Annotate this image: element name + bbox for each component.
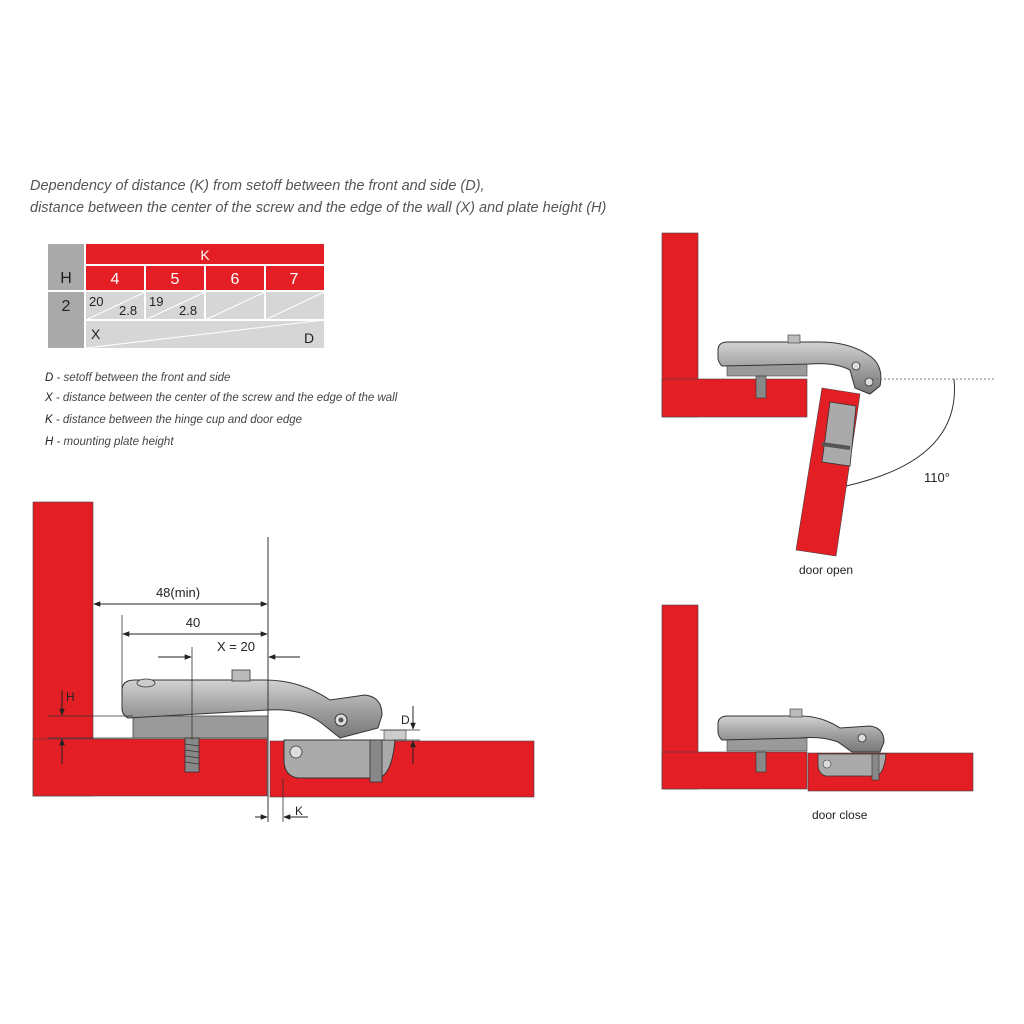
door-close-diagram xyxy=(662,605,973,791)
dim-x-label: X = 20 xyxy=(217,639,255,654)
close-front-panel xyxy=(662,752,807,789)
adjust-screw xyxy=(232,670,250,681)
mounting-plate xyxy=(133,716,268,738)
open-front-panel xyxy=(662,379,807,417)
cup-screw xyxy=(370,740,382,782)
table-key-d: D xyxy=(304,330,315,346)
title-line-1: Dependency of distance (K) from setoff between the front and side (D), xyxy=(30,178,485,194)
cabinet-front-panel xyxy=(33,739,267,796)
dim-h-label: H xyxy=(66,690,75,704)
table-k-4: 4 xyxy=(110,271,120,288)
table-cell-d-1: 2.8 xyxy=(119,303,138,318)
caption-door-open: door open xyxy=(799,563,854,577)
table-key-x: X xyxy=(91,326,101,342)
table-cell-x-2: 19 xyxy=(149,294,164,309)
dim-48-label: 48(min) xyxy=(155,585,201,600)
caption-door-close: door close xyxy=(812,808,868,822)
angle-label: 110° xyxy=(924,470,950,485)
legend-x: X - distance between the center of the screw and the edge of the wall xyxy=(45,392,398,404)
title-line-2: distance between the center of the screw and the edge of the wall (X) and plate height (H) xyxy=(30,200,607,216)
dim-40-label: 40 xyxy=(185,615,201,630)
door-open-diagram xyxy=(662,233,996,556)
dim-d-label: D xyxy=(401,713,410,727)
table-h-column xyxy=(48,244,84,348)
table-cell-x-1: 20 xyxy=(89,294,104,309)
table-k-6: 6 xyxy=(230,271,240,288)
table-k-5: 5 xyxy=(170,271,180,288)
table-k-header-label: K xyxy=(200,247,210,263)
legend-h: H - mounting plate height xyxy=(45,436,174,448)
main-hinge-diagram xyxy=(33,502,534,822)
plate-screw xyxy=(185,738,199,772)
legend-k: K - distance between the hinge cup and door edge xyxy=(45,414,303,426)
table-h-value: 2 xyxy=(61,298,71,315)
dependency-table xyxy=(48,244,324,348)
table-k-7: 7 xyxy=(289,271,299,288)
dim-k-label: K xyxy=(295,804,304,818)
table-h-header: H xyxy=(60,270,72,287)
table-cell-d-2: 2.8 xyxy=(179,303,198,318)
legend-d: D - setoff between the front and side xyxy=(45,372,231,384)
